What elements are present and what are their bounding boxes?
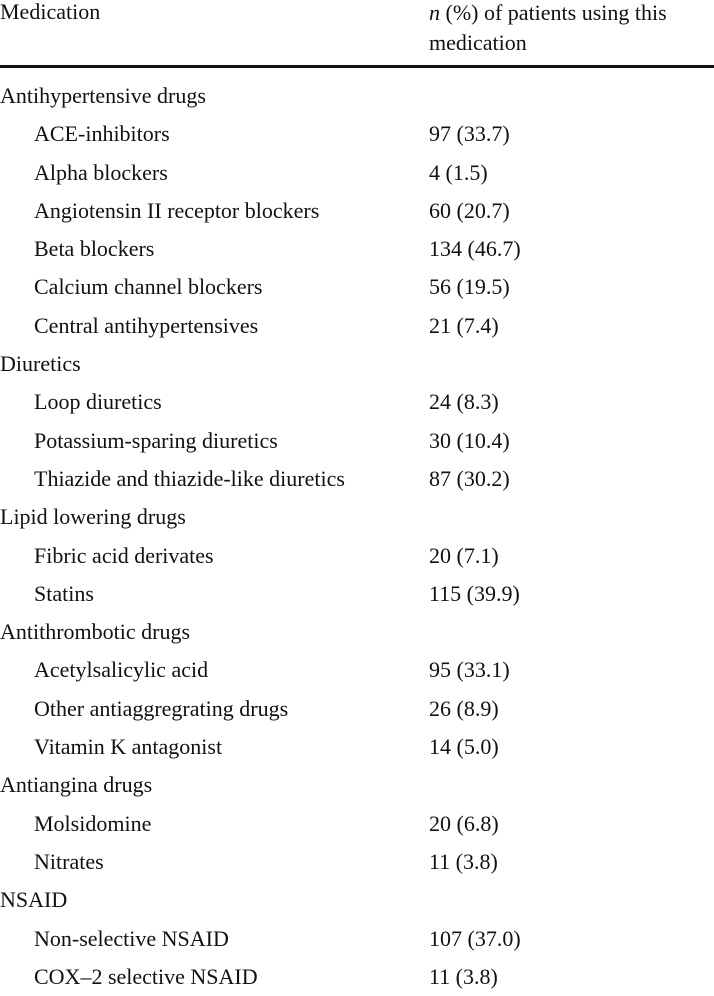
medication-name: COX–2 selective NSAID <box>34 963 258 989</box>
header-n-italic: n <box>429 0 440 25</box>
medication-row <box>0 958 714 996</box>
medication-usage-value: 21 (7.4) <box>429 312 499 338</box>
medication-row <box>0 307 714 345</box>
medication-name: Calcium channel blockers <box>34 274 263 300</box>
medication-name: Alpha blockers <box>34 159 168 185</box>
medication-name: Other antiaggregrating drugs <box>34 695 289 721</box>
medication-usage-value: 4 (1.5) <box>429 159 488 185</box>
header-medication: Medication <box>0 0 101 24</box>
medication-row <box>0 805 714 843</box>
medication-name: Fibric acid derivates <box>34 542 214 568</box>
medication-name: Vitamin K antagonist <box>34 734 223 760</box>
medication-row <box>0 383 714 421</box>
medication-name: Nitrates <box>34 848 104 874</box>
medication-usage-value: 107 (37.0) <box>429 925 521 951</box>
medication-usage-value: 134 (46.7) <box>429 236 521 262</box>
header-rule <box>0 65 714 68</box>
group-title: Antihypertensive drugs <box>0 83 206 108</box>
medication-name: Non-selective NSAID <box>34 925 229 951</box>
medication-name: ACE-inhibitors <box>34 121 170 147</box>
medication-row <box>0 422 714 460</box>
group-row <box>0 881 714 919</box>
medication-row <box>0 154 714 192</box>
medication-name: Acetylsalicylic acid <box>34 657 209 683</box>
medication-row <box>0 728 714 766</box>
medication-name: Thiazide and thiazide-like diuretics <box>34 465 345 491</box>
medication-row <box>0 192 714 230</box>
medication-usage-value: 87 (30.2) <box>429 465 510 491</box>
header-patient-usage-line2: medication <box>429 30 527 55</box>
medication-usage-value: 95 (33.1) <box>429 657 510 683</box>
medication-usage-value: 30 (10.4) <box>429 427 510 453</box>
group-row <box>0 613 714 651</box>
medication-usage-value: 20 (7.1) <box>429 542 499 568</box>
medication-name: Angiotensin II receptor blockers <box>34 197 320 223</box>
medication-usage-value: 115 (39.9) <box>429 580 520 606</box>
medication-usage-value: 24 (8.3) <box>429 389 499 415</box>
group-title: Lipid lowering drugs <box>0 504 186 530</box>
medication-usage-value: 97 (33.7) <box>429 121 510 147</box>
medication-usage-value: 14 (5.0) <box>429 734 499 760</box>
medication-name: Loop diuretics <box>34 389 162 415</box>
medication-name: Molsidomine <box>34 810 152 836</box>
medication-row <box>0 230 714 268</box>
medication-usage-value: 26 (8.9) <box>429 695 499 721</box>
medication-row <box>0 268 714 306</box>
group-title: NSAID <box>0 887 68 913</box>
group-title: Diuretics <box>0 351 81 377</box>
group-title: Antithrombotic drugs <box>0 619 191 645</box>
medication-usage-value: 60 (20.7) <box>429 197 510 223</box>
group-title: Antiangina drugs <box>0 772 153 798</box>
group-row <box>0 77 714 115</box>
header-patient-usage-line1 <box>429 0 714 28</box>
group-row <box>0 498 714 536</box>
medication-name: Potassium-sparing diuretics <box>34 427 278 453</box>
medication-usage-value: 11 (3.8) <box>429 848 498 874</box>
medication-row <box>0 537 714 575</box>
medication-usage-value: 56 (19.5) <box>429 274 510 300</box>
medication-name: Beta blockers <box>34 236 155 262</box>
medication-row <box>0 920 714 958</box>
group-row <box>0 766 714 804</box>
medication-row <box>0 575 714 613</box>
medication-row <box>0 690 714 728</box>
medication-row <box>0 651 714 689</box>
medication-row <box>0 115 714 153</box>
header-percent-text: (%) of patients using this <box>440 0 667 25</box>
medication-row <box>0 460 714 498</box>
medication-name: Central antihypertensives <box>34 312 259 338</box>
group-row <box>0 345 714 383</box>
medication-row <box>0 843 714 881</box>
medication-name: Statins <box>34 580 94 606</box>
medication-usage-value: 20 (6.8) <box>429 810 499 836</box>
medication-usage-value: 11 (3.8) <box>429 963 498 989</box>
header-patient-usage <box>429 0 714 58</box>
medication-table-body <box>0 77 714 996</box>
